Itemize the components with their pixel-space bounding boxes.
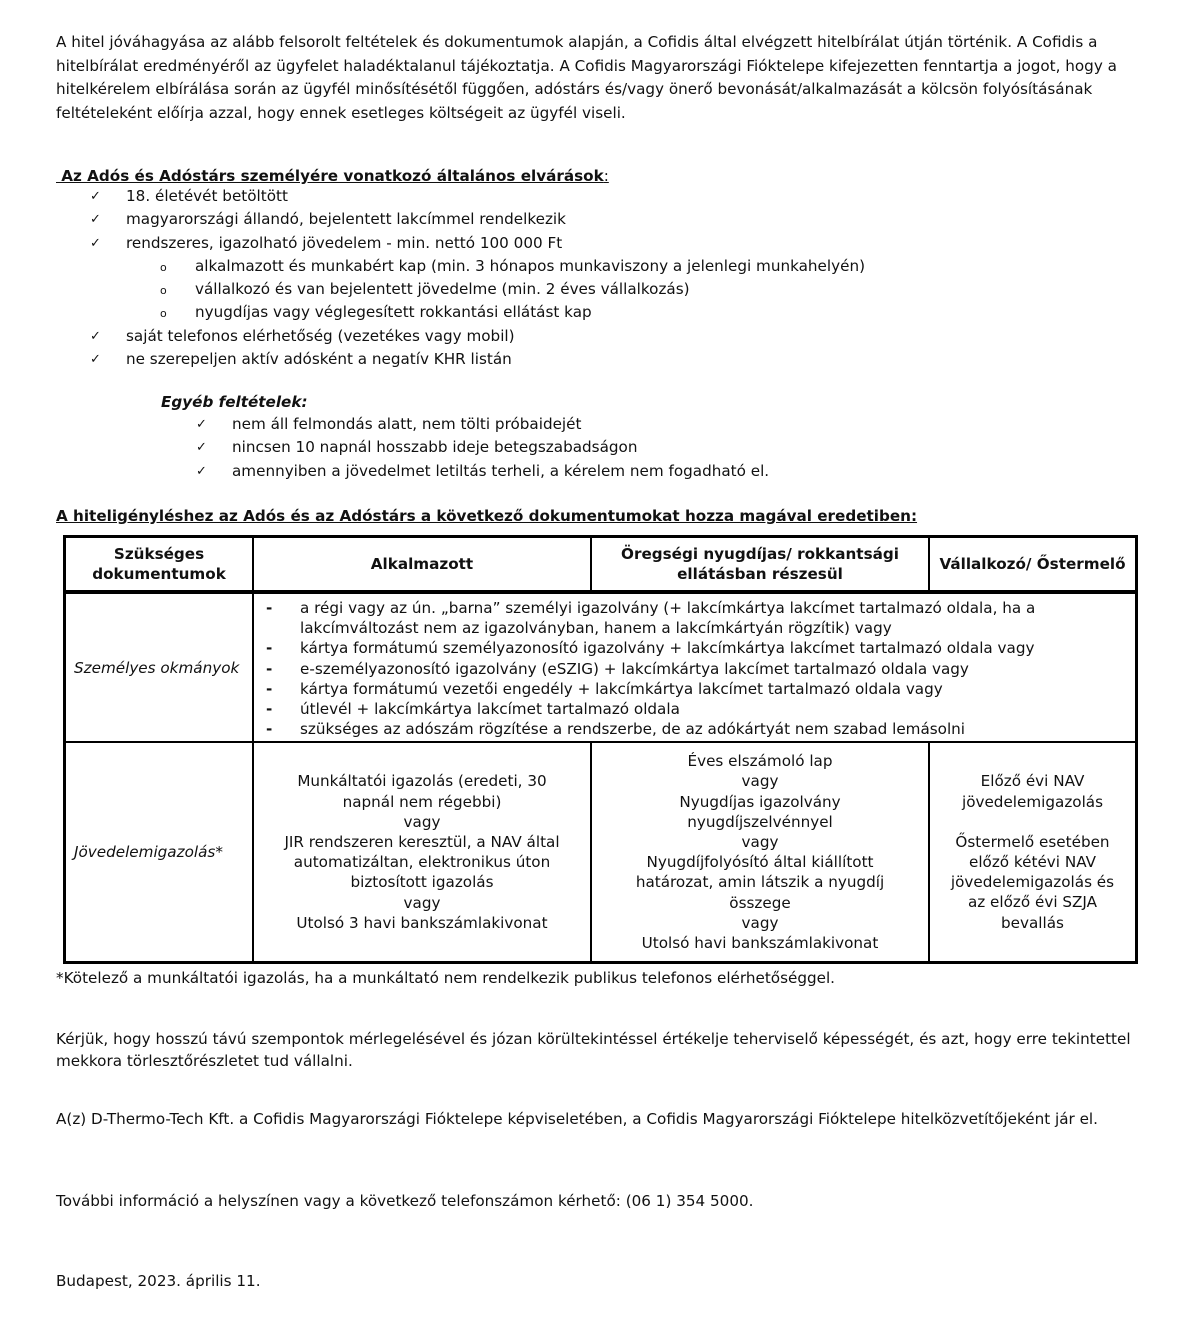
requirements-heading-colon: : [603,167,609,185]
sub-list-item: o nyugdíjas vagy véglegesített rokkantási ellátást kap [56,301,865,324]
requirements-heading [56,165,609,187]
list-item: ✓ ne szerepeljen aktív adósként a negatív KHR listán [56,348,865,371]
circle-bullet-icon: o [160,307,167,321]
list-item: - szükséges az adószám rögzítése a rendszerbe, de az adókártyát nem szabad lemásolni [266,720,966,739]
list-item: - útlevél + lakcímkártya lakcímet tartalmazó oldala [266,700,680,719]
dash-bullet-icon: - [266,639,273,658]
income-employee-cell: Munkáltatói igazolás (eredeti, 30 napnál nem régebbi) vagy JIR rendszeren keresztül, a NAV által automatizáltan, elektronikus úton biztosított igazolás vagy Utolsó 3 havi bankszámlakivonat [253,742,591,962]
circle-bullet-icon: o [160,284,167,298]
list-item: - e-személyazonosító igazolvány (eSZIG) + lakcímkártya lakcímet tartalmazó oldala vagy [266,659,969,678]
check-icon: ✓ [90,352,101,368]
requirements-heading-text: Az Adós és Adóstárs személyére vonatkozó általános elvárások [56,167,604,185]
check-icon: ✓ [90,189,101,204]
date-line: Budapest, 2023. április 11. [56,1272,261,1290]
intro-paragraph: A hitel jóváhagyása az alább felsorolt feltételek és dokumentumok alapján, a Cofidis által elvégzett hitelbírálat útján történik. A Cofidis a hitelbírálat eredményéről az ügyfelet haladéktalanul tájékoztatja. A Cofidis Magyarországi Fióktelepe kifejezetten fenntartja a jogot, hogy a hitelkérelem elbírálása során az ügyfél minősítésétől függően, adóstárs és/vagy önerő bevonását/alkalmazását a kölcsön folyósításának feltételeként előírja azzal, hogy ennek esetleges költségeit az ügyfél viseli. [56,33,1117,122]
check-icon: ✓ [90,328,101,344]
list-item: - a régi vagy az ún. „barna” személyi igazolvány (+ lakcímkártya lakcímet tartalmazó oldala, ha a lakcímváltozást nem az igazolványban, hanem a lakcímkártyán rögzítik) vagy [266,599,1036,638]
list-item: ✓ amennyiben a jövedelmet letiltás terheli, a kérelem nem fogadható el. [162,460,769,483]
documents-heading: A hiteligényléshez az Adós és az Adóstárs a következő dokumentumokat hozza magával eredetiben: [56,507,918,525]
list-item: ✓ nem áll felmondás alatt, nem tölti próbaidejét [162,413,769,436]
table-row [65,742,1137,962]
list-item: ✓ saját telefonos elérhetőség (vezetékes vagy mobil) [56,325,865,348]
list-item: ✓ 18. életévét betöltött [56,185,865,208]
capacity-paragraph: Kérjük, hogy hosszú távú szempontok mérlegelésével és józan körültekintéssel értékelje teherviselő képességét, és azt, hogy erre tekintettel mekkora törlesztőrészletet tud vállalni. [56,1030,1131,1070]
sub-list-item: o vállalkozó és van bejelentett jövedelme (min. 2 éves vállalkozás) [56,278,865,301]
table-row [65,592,1137,742]
dash-bullet-icon: - [266,679,273,698]
other-conditions-list [162,413,769,483]
table-header-row [65,537,1137,593]
dash-bullet-icon: - [266,599,273,617]
dash-bullet-icon: - [266,720,273,739]
circle-bullet-icon: o [160,260,167,274]
personal-documents-cell [253,592,1137,742]
list-item: - kártya formátumú személyazonosító igazolvány + lakcímkártya lakcímet tartalmazó oldala vagy [266,639,1035,658]
header-pensioner: Öregségi nyugdíjas/ rokkantsági ellátásban részesül [591,537,929,593]
documents-table [63,535,1138,964]
list-item: ✓ rendszeres, igazolható jövedelem - min. nettó 100 000 Ft [56,232,865,255]
list-item: ✓ magyarországi állandó, bejelentett lakcímmel rendelkezik [56,208,865,231]
header-employee: Alkalmazott [253,537,591,593]
row-label-income-proof: Jövedelemigazolás* [65,742,254,962]
check-icon: ✓ [90,212,101,228]
header-required-documents: Szükséges dokumentumok [65,537,254,593]
sub-list-item: o alkalmazott és munkabért kap (min. 3 hónapos munkaviszony a jelenlegi munkahelyén) [56,255,865,278]
income-entrepreneur-cell: Előző évi NAV jövedelemigazolás Őstermelő esetében előző kétévi NAV jövedelemigazolás és az előző évi SZJA bevallás [929,742,1137,962]
list-item: ✓ nincsen 10 napnál hosszabb ideje betegszabadságon [162,436,769,459]
list-item: - kártya formátumú vezetői engedély + lakcímkártya lakcímet tartalmazó oldala vagy [266,679,943,698]
dash-bullet-icon: - [266,659,273,678]
row-label-personal-documents: Személyes okmányok [65,592,254,742]
check-icon: ✓ [196,463,207,479]
requirements-list [56,185,865,371]
income-pensioner-cell: Éves elszámoló lap vagy Nyugdíjas igazolvány nyugdíjszelvénnyel vagy Nyugdíjfolyósító által kiállított határozat, amin látszik a nyugdíj összege vagy Utolsó havi bankszámlakivonat [591,742,929,962]
table-footnote: *Kötelező a munkáltatói igazolás, ha a munkáltató nem rendelkezik publikus telefonos elérhetőséggel. [56,969,836,987]
intermediary-paragraph: A(z) D-Thermo-Tech Kft. a Cofidis Magyarországi Fióktelepe képviseletében, a Cofidis Magyarországi Fióktelepe hitelközvetítőjeként jár el. [56,1110,1098,1128]
check-icon: ✓ [90,235,101,251]
header-entrepreneur: Vállalkozó/ Őstermelő [929,537,1137,593]
check-icon: ✓ [196,417,207,432]
contact-paragraph: További információ a helyszínen vagy a következő telefonszámon kérhető: (06 1) 354 5000. [56,1192,754,1210]
other-conditions-heading: Egyéb feltételek: [161,393,308,411]
dash-bullet-icon: - [266,700,273,719]
check-icon: ✓ [196,440,207,456]
